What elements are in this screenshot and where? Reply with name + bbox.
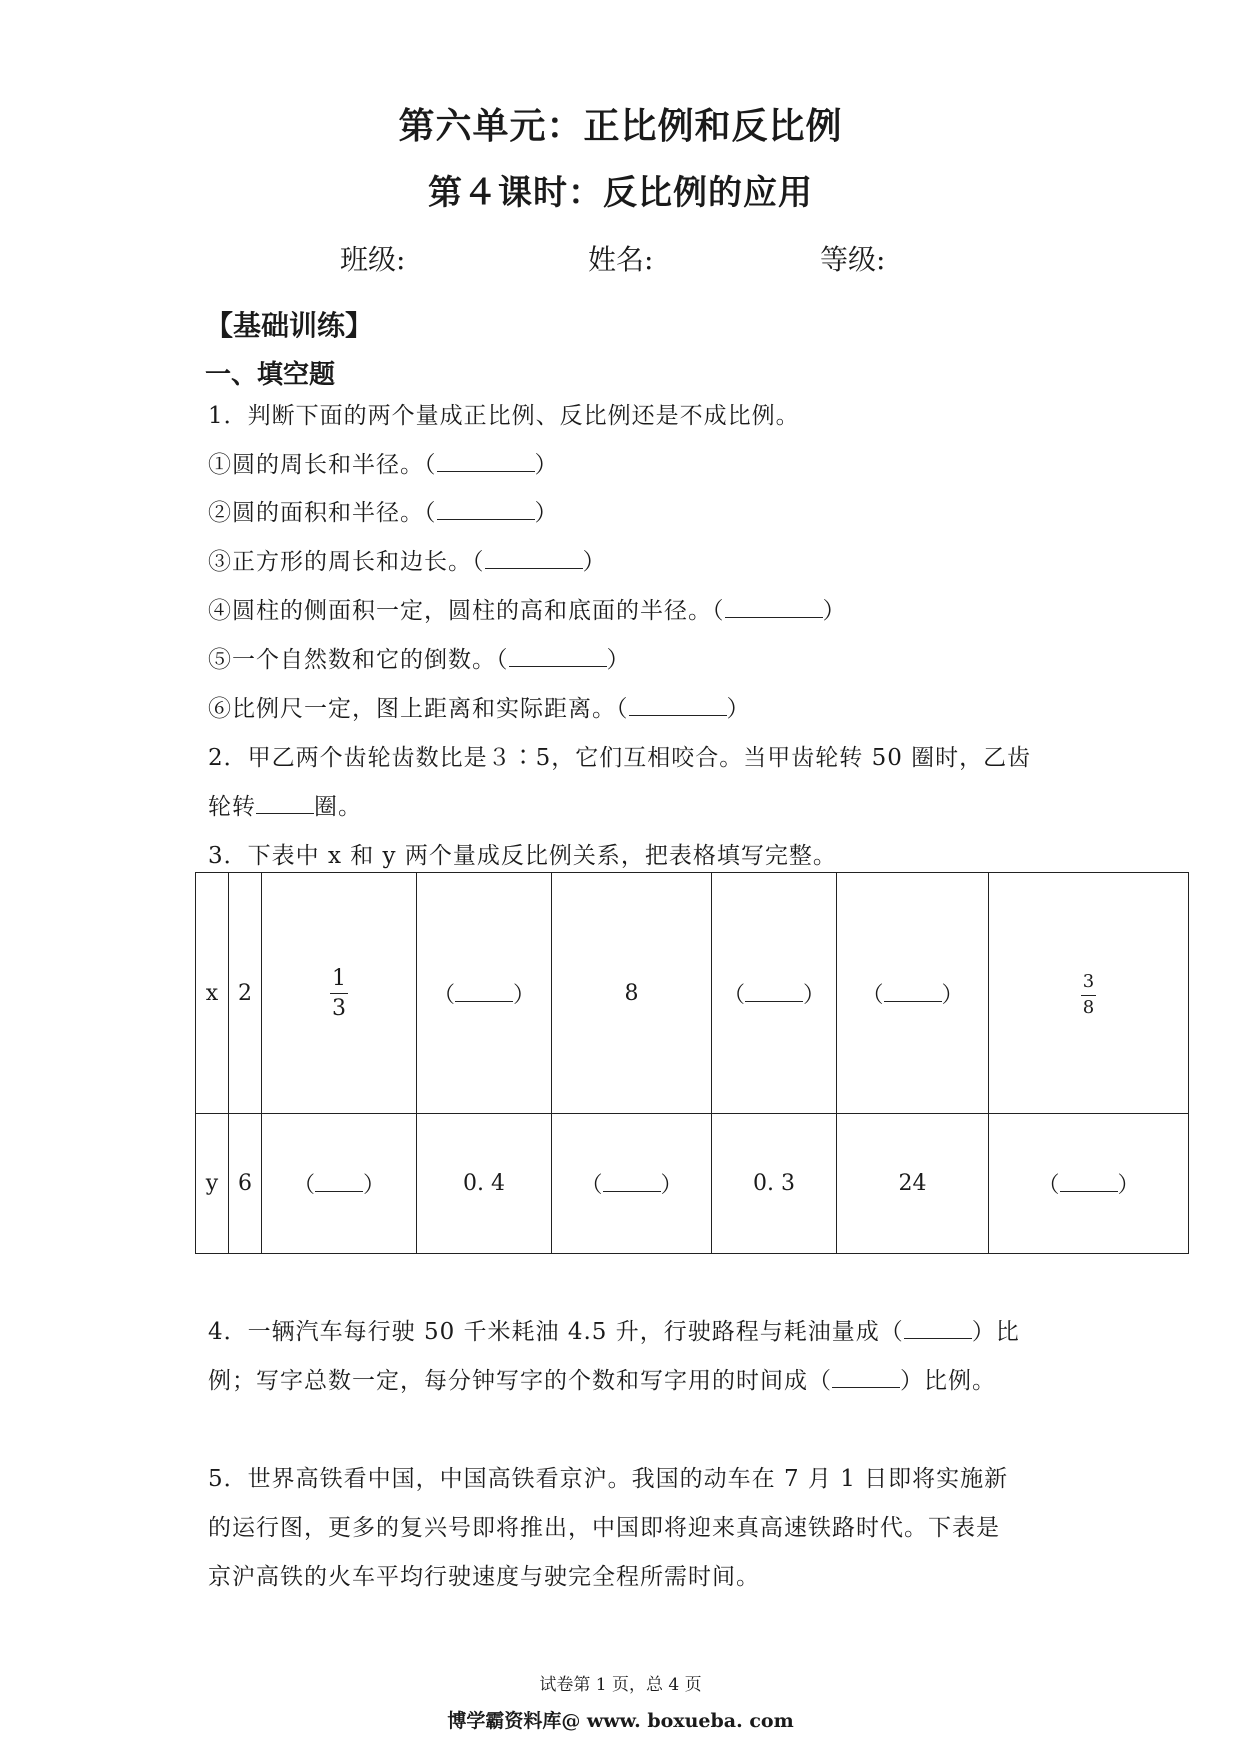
answer-blank[interactable] (509, 646, 607, 667)
answer-blank[interactable] (832, 1367, 900, 1388)
site-watermark: 博学霸资料库@ www. boxueba. com (447, 1710, 794, 1732)
table-row-y (196, 1114, 1189, 1254)
q5-line3: 京沪高铁的火车平均行驶速度与驶完全程所需时间。 (208, 1564, 760, 1590)
table-cell: 0. 3 (712, 1114, 837, 1254)
answer-blank[interactable] (884, 981, 942, 1002)
table-cell: 24 (837, 1114, 989, 1254)
q1-item: ②圆的面积和半径。（ ） (208, 500, 559, 526)
table-cell-blank[interactable]: （ ） (712, 873, 837, 1114)
answer-blank[interactable] (256, 793, 314, 814)
table-cell: 6 (229, 1114, 262, 1254)
answer-blank[interactable] (437, 499, 535, 520)
answer-blank[interactable] (437, 451, 535, 472)
fraction: $\frac{1}{3}$ (332, 965, 346, 1022)
row-label-x: x (196, 873, 229, 1114)
xy-table (195, 872, 1189, 1254)
table-cell-blank[interactable]: （ ） (262, 1114, 417, 1254)
q4-line2: 例；写字总数一定，每分钟写字的个数和写字用的时间成（ ）比例。 (208, 1368, 996, 1394)
q5-line1: 5．世界高铁看中国，中国高铁看京沪。我国的动车在 7 月 1 日即将实施新 (208, 1466, 1009, 1492)
table-row-x (196, 873, 1189, 1114)
answer-blank[interactable] (904, 1318, 972, 1339)
table-cell-blank[interactable]: （ ） (552, 1114, 712, 1254)
grade-label: 等级: (820, 243, 886, 276)
answer-blank[interactable] (745, 981, 803, 1002)
table-cell: 0. 4 (417, 1114, 552, 1254)
answer-blank[interactable] (315, 1171, 363, 1192)
answer-blank[interactable] (725, 597, 823, 618)
lesson-subtitle: 第４课时：反比例的应用 (428, 173, 813, 213)
section-basic-training: 【基础训练】 (205, 309, 374, 342)
section-fill-in: 一、填空题 (205, 360, 336, 390)
q2-line1: 2．甲乙两个齿轮齿数比是３∶5，它们互相咬合。当甲齿轮转 50 圈时，乙齿 (208, 745, 1032, 771)
q1-item: ⑤一个自然数和它的倒数。（ ） (208, 647, 631, 673)
table-cell: 8 (552, 873, 712, 1114)
table-cell: 2 (229, 873, 262, 1114)
q1-item: ③正方形的周长和边长。（ ） (208, 549, 607, 575)
answer-blank[interactable] (629, 695, 727, 716)
q1-stem: 1．判断下面的两个量成正比例、反比例还是不成比例。 (208, 403, 800, 429)
page-title: 第六单元：正比例和反比例 (398, 105, 843, 147)
class-label: 班级: (340, 243, 406, 276)
q1-item: ⑥比例尺一定，图上距离和实际距离。（ ） (208, 696, 751, 722)
page-footer: 试卷第 1 页，总 4 页 (539, 1675, 702, 1695)
fraction: $\frac{3}{8}$ (1082, 971, 1095, 1019)
table-cell-blank[interactable]: （ ） (989, 1114, 1189, 1254)
answer-blank[interactable] (455, 981, 513, 1002)
answer-blank[interactable] (485, 548, 583, 569)
table-cell-blank[interactable]: （ ） (837, 873, 989, 1114)
answer-blank[interactable] (1060, 1171, 1118, 1192)
q4-line1: 4．一辆汽车每行驶 50 千米耗油 4.5 升，行驶路程与耗油量成（ ）比 (208, 1319, 1020, 1345)
answer-blank[interactable] (603, 1171, 661, 1192)
q3-stem: 3．下表中 x 和 y 两个量成反比例关系，把表格填写完整。 (208, 843, 837, 869)
q5-line2: 的运行图，更多的复兴号即将推出，中国即将迎来真高速铁路时代。下表是 (208, 1515, 1000, 1541)
table-cell (989, 873, 1189, 1114)
name-label: 姓名: (588, 243, 654, 276)
table-cell (262, 873, 417, 1114)
row-label-y: y (196, 1114, 229, 1254)
q1-item: ④圆柱的侧面积一定，圆柱的高和底面的半径。（ ） (208, 598, 847, 624)
q2-line2: 轮转 圈。 (208, 794, 362, 820)
q1-item: ①圆的周长和半径。（ ） (208, 452, 559, 478)
table-cell-blank[interactable]: （ ） (417, 873, 552, 1114)
